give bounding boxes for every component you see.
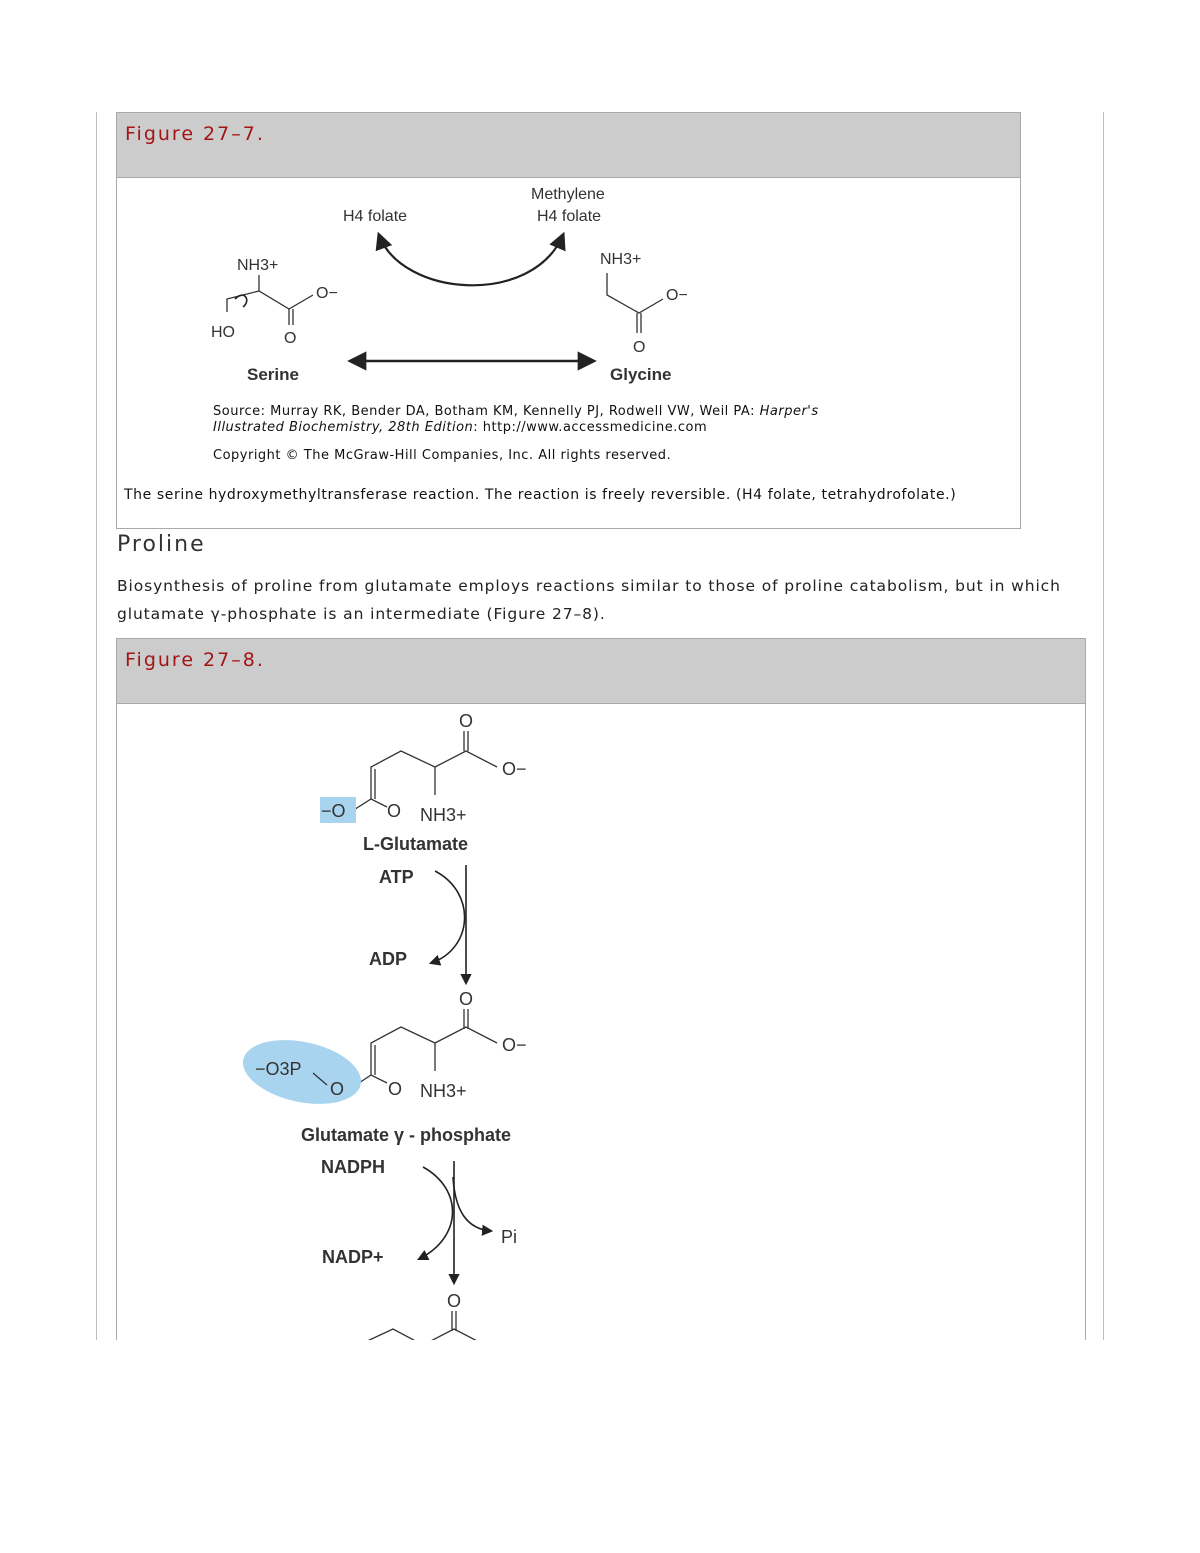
source-prefix: Source: Murray RK, Bender DA, Botham KM, Kennelly PJ, Rodwell VW, Weil PA:	[213, 404, 760, 419]
figure-title: Figure 27–8.	[125, 649, 265, 671]
figure-27-8	[116, 638, 1086, 1340]
serine-glycine-reaction-diagram	[117, 177, 1020, 407]
figure-caption: The serine hydroxymethyltransferase reaction. The reaction is freely reversible. (H4 folate, tetrahydrofolate.)	[124, 487, 957, 503]
next-top-o: O	[447, 1291, 462, 1311]
atp-adp-curve	[431, 871, 465, 963]
figure-title: Figure 27–7.	[125, 123, 265, 145]
glu-minus-o: −O	[321, 801, 346, 821]
glycine-name: Glycine	[610, 365, 672, 384]
atp-label: ATP	[379, 867, 414, 887]
cofactor-curve-arrow	[379, 235, 563, 285]
glycine-nh3-label: NH3+	[600, 251, 642, 268]
nadph-curve	[419, 1167, 453, 1259]
figure-copyright	[213, 448, 671, 463]
serine-name: Serine	[247, 365, 299, 384]
proline-synthesis-diagram	[117, 703, 1085, 1340]
l-glutamate-structure	[320, 711, 527, 854]
serine-ho: HO	[211, 324, 235, 341]
glycine-structure	[600, 251, 688, 384]
glycine-o-minus: O−	[666, 287, 688, 304]
serine-nh3-label: NH3+	[237, 257, 279, 274]
nadph-label: NADPH	[321, 1157, 386, 1177]
figure-27-7	[116, 112, 1021, 529]
section-heading: Proline	[117, 532, 206, 557]
figure-source	[213, 404, 973, 436]
gp-bridge-o: O	[330, 1079, 345, 1099]
nadp-label: NADP+	[322, 1247, 384, 1267]
glu-o: O	[387, 801, 402, 821]
adp-label: ADP	[369, 949, 408, 969]
gp-nh3: NH3+	[420, 1081, 467, 1101]
gp-o-minus: O−	[502, 1035, 527, 1055]
copyright-text: Copyright © The McGraw-Hill Companies, Inc. All rights reserved.	[213, 448, 672, 463]
figure-header	[117, 113, 1020, 178]
page-right-rule	[1103, 112, 1104, 1340]
glu-nh3: NH3+	[420, 805, 467, 825]
source-url[interactable]: : http://www.accessmedicine.com	[473, 420, 708, 435]
methylene-label: Methylene	[531, 186, 605, 203]
serine-o-minus: O−	[316, 285, 338, 302]
glutamate-phosphate-name: Glutamate γ - phosphate	[301, 1125, 512, 1145]
gp-o3p: −O3P	[255, 1059, 302, 1079]
source-book-title-1: Harper's	[759, 404, 819, 419]
serine-o: O	[284, 330, 297, 347]
section-paragraph: Biosynthesis of proline from glutamate employs reactions similar to those of proline catabolism, but in which glutamate γ-phosphate is an intermediate (Figure 27–8).	[117, 577, 1061, 623]
gp-top-o: O	[459, 989, 474, 1009]
h4-folate-label: H4 folate	[343, 208, 408, 225]
glu-o-minus: O−	[502, 759, 527, 779]
methylene-h4-folate-label: H4 folate	[537, 208, 602, 225]
l-glutamate-name: L-Glutamate	[363, 834, 469, 854]
gp-o: O	[388, 1079, 403, 1099]
pi-label: Pi	[501, 1227, 518, 1247]
glu-top-o: O	[459, 711, 474, 731]
pi-curve	[453, 1177, 491, 1231]
glutamate-phosphate-structure	[237, 989, 526, 1145]
source-book-title-2: Illustrated Biochemistry, 28th Edition	[213, 420, 474, 435]
figure-header	[117, 639, 1085, 704]
figure-clip	[117, 703, 1085, 1340]
serine-structure	[211, 257, 338, 384]
glycine-o: O	[633, 339, 646, 356]
page-left-rule	[96, 112, 97, 1340]
